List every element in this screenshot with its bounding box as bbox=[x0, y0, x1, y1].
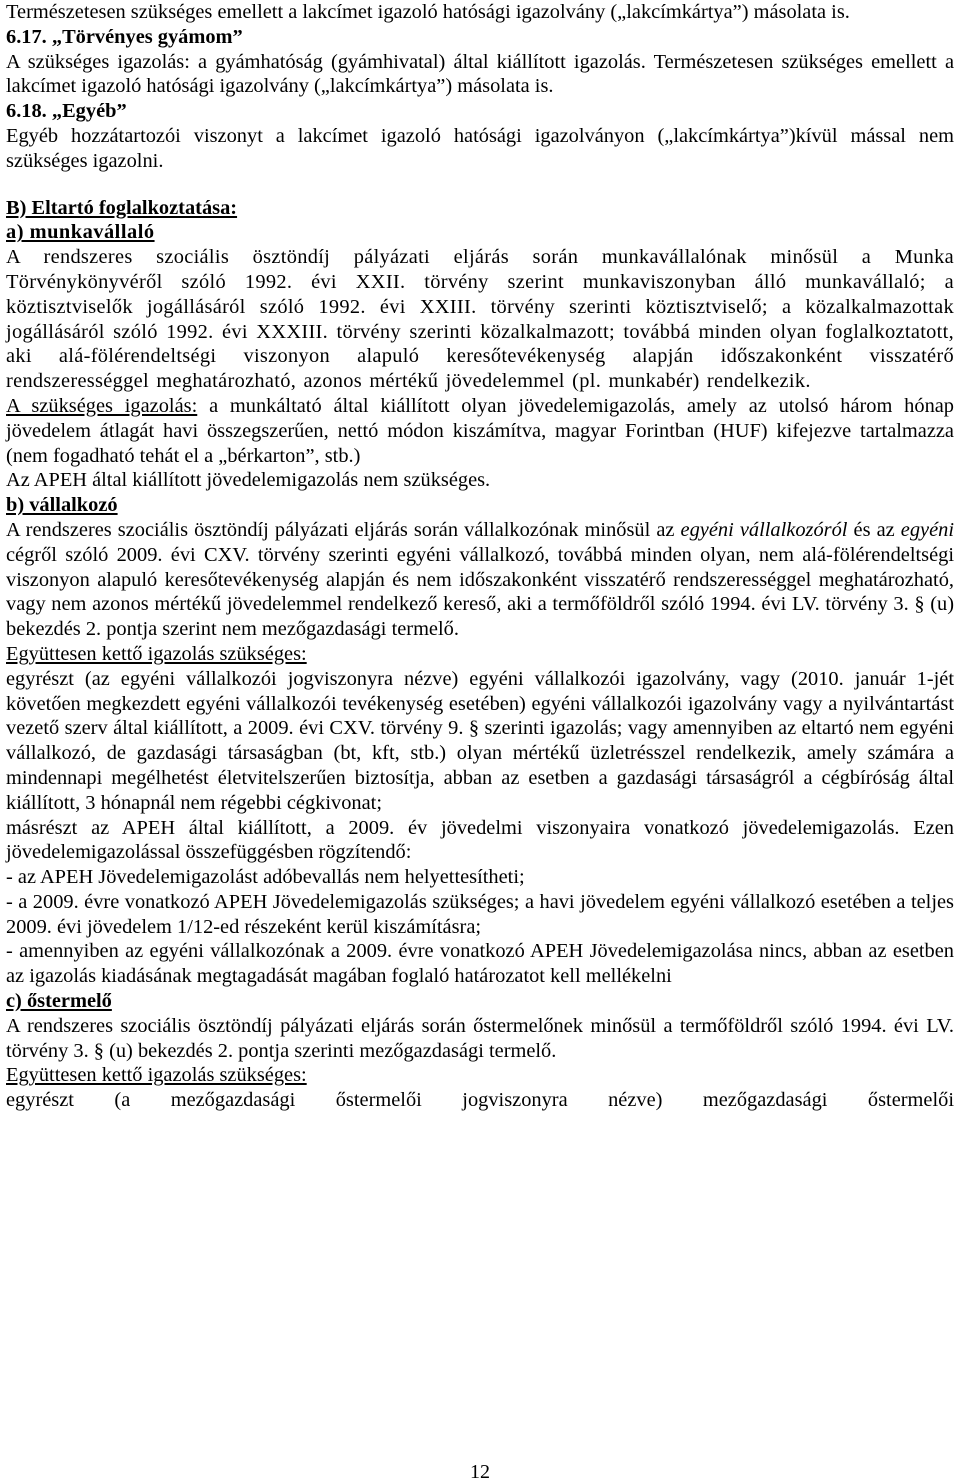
heading-b-section-text: B) Eltartó foglalkoztatása: bbox=[6, 196, 238, 219]
paragraph-first-certificate: egyrészt (az egyéni vállalkozói jogviszonyra nézve) egyéni vállalkozói igazolvány, vagy (2010. január 1-jét követően megkezdett egyéni vállalkozói tevékenység esetében) egyéni vállalkozói igazolvány vagy a nyilvántartást vezető szerv által kiállított, a 2009. évi CXV. törvény 9. § szerinti igazolás; vagy amennyiben az eltartó nem egyéni vállalkozó, de gazdasági társaságban (bt, kft, stb.) olyan mértékű üzletrésszel rendelkezik, amely számára a mindennapi megélhetést életvitelszerűen biztosítja, abban az esetben a gazdasági társaságról a cégbíróság által kiállított, 3 hónapnál nem régebbi cégkivonat; bbox=[6, 667, 954, 814]
heading-b-section bbox=[6, 196, 954, 221]
heading-a-employee bbox=[6, 220, 954, 245]
paragraph-6-17: A szükséges igazolás: a gyámhatóság (gyámhivatal) által kiállított igazolás. Természetesen szükséges emellett a lakcímet igazoló hatósági igazolvány („lakcímkártya”) másolata is. bbox=[6, 50, 954, 98]
heading-two-certificates-text: Együttesen kettő igazolás szükséges: bbox=[6, 642, 307, 665]
paragraph-employee-definition: A rendszeres szociális ösztöndíj pályázati eljárás során munkavállalónak minősül a Munka Törvénykönyvéről szóló 1992. évi XXII. törvény szerint munkaviszonyban álló munkavállaló; a köztisztviselők jogállásáról szóló 1992. évi XXIII. törvény szerinti köztisztviselő; a közalkalmazottak jogállásáról szóló 1992. évi XXXIII. törvény szerinti közalkalmazott; továbbá minden olyan foglalkoztatott, aki alá-fölérendeltségi viszonyon alapuló keresőtevékenység alapján időszakonként visszatérő rendszerességgel meghatározható, azonos mértékű jövedelemmel (pl. munkabér) rendelkezik. bbox=[6, 246, 954, 393]
heading-c-primary-producer-text: c) őstermelő bbox=[6, 990, 112, 1013]
heading-c-primary-producer bbox=[6, 989, 954, 1014]
entrepreneur-text-1: A rendszeres szociális ösztöndíj pályázati eljárás során vállalkozónak minősül az bbox=[6, 518, 681, 541]
paragraph-second-certificate: másrészt az APEH által kiállított, a 2009. év jövedelmi viszonyaira vonatkozó jövedelemigazolás. Ezen jövedelemigazolással összefüggésben rögzítendő: bbox=[6, 816, 954, 864]
paragraph-primary-producer-certificate: egyrészt (a mezőgazdasági őstermelői jogviszonyra nézve) mezőgazdasági őstermelői bbox=[6, 1089, 954, 1112]
certificate-label: A szükséges igazolás: bbox=[6, 394, 198, 417]
heading-6-17 bbox=[6, 25, 954, 50]
heading-a-employee-text: a) munkavállaló bbox=[6, 221, 155, 244]
list-item-1: - az APEH Jövedelemigazolást adóbevallás nem helyettesítheti; bbox=[6, 866, 525, 889]
heading-6-18-text: 6.18. „Egyéb” bbox=[6, 100, 127, 123]
paragraph-6-18: Egyéb hozzátartozói viszonyt a lakcímet igazoló hatósági igazolványon („lakcímkártya”)kívül mással nem szükséges igazolni. bbox=[6, 124, 954, 172]
paragraph-apeh-not-needed: Az APEH által kiállított jövedelemigazolás nem szükséges. bbox=[6, 469, 491, 492]
page-number: 12 bbox=[470, 1461, 490, 1483]
heading-two-certificates-2-text: Együttesen kettő igazolás szükséges: bbox=[6, 1064, 307, 1087]
paragraph-entrepreneur-definition bbox=[6, 518, 954, 642]
heading-6-17-text: 6.17. „Törvényes gyámom” bbox=[6, 25, 243, 48]
heading-b-entrepreneur bbox=[6, 493, 954, 518]
list-item-2: - a 2009. évre vonatkozó APEH Jövedelemigazolás szükséges; a havi jövedelem egyéni vállalkozó esetében a teljes 2009. évi jövedelem 1/12-ed részeként kerül kiszámításra; bbox=[6, 890, 954, 938]
heading-two-certificates-2 bbox=[6, 1063, 954, 1088]
entrepreneur-italic-2: egyéni bbox=[900, 518, 954, 541]
list-item-3: - amennyiben az egyéni vállalkozónak a 2009. évre vonatkozó APEH Jövedelemigazolása nincs, abban az esetben az igazolás kiadásának megtagadását magában foglaló határozatot kell mellékelni bbox=[6, 940, 954, 988]
paragraph-primary-producer: A rendszeres szociális ösztöndíj pályázati eljárás során őstermelőnek minősül a termőföldről szóló 1994. évi LV. törvény 3. § (u) bekezdés 2. pontja szerinti mezőgazdasági termelő. bbox=[6, 1014, 954, 1062]
paragraph-intro: Természetesen szükséges emellett a lakcímet igazoló hatósági igazolvány („lakcímkártya”) másolata is. bbox=[6, 1, 850, 23]
heading-b-entrepreneur-text: b) vállalkozó bbox=[6, 494, 118, 517]
document-body bbox=[6, 0, 954, 1113]
entrepreneur-text-2: és az bbox=[847, 518, 901, 541]
entrepreneur-text-3: cégről szóló 2009. évi CXV. törvény szerinti egyéni vállalkozó, továbbá minden olyan, nem alá-fölérendeltségi viszonyon alapuló keresőtevékenység alapján és nem időszakonként visszatérő rendszerességgel meghatározható, vagy nem azonos mértékű jövedelemmel rendelkező kereső, aki a termőföldről szóló 1994. évi LV. törvény 3. § (u) bekezdés 2. pontja szerint nem mezőgazdasági termelő. bbox=[6, 543, 954, 641]
certificate-text: a munkáltató által kiállított olyan jövedelemigazolás, amely az utolsó három hónap jövedelem átlagát havi összegszerűen, nettó módon kiszámítva, magyar Forintban (HUF) kifejezve tartalmazza (nem fogadható tehát el a „bérkarton”, stb.) bbox=[6, 394, 955, 467]
section-spacer bbox=[6, 174, 954, 196]
entrepreneur-italic-1: egyéni vállalkozóról bbox=[680, 518, 848, 541]
paragraph-employee-certificate bbox=[6, 394, 954, 468]
heading-6-18 bbox=[6, 99, 954, 124]
heading-two-certificates bbox=[6, 642, 954, 667]
